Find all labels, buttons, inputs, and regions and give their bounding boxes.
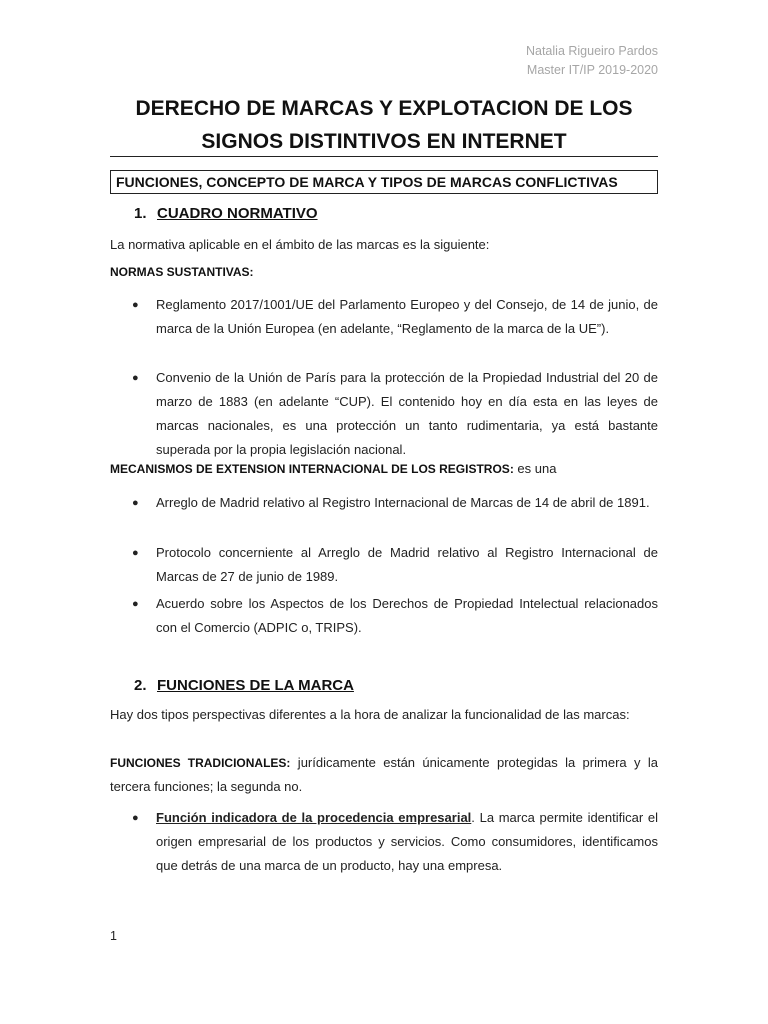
section-1-number: 1.	[134, 205, 147, 222]
mecanismos-item-1: Arreglo de Madrid relativo al Registro Internacional de Marcas de 14 de abril de 1891.	[156, 495, 650, 510]
course-label: Master IT/IP 2019-2020	[526, 63, 658, 77]
section-2-heading	[134, 677, 354, 694]
document-title	[110, 92, 658, 158]
bullet-icon: ●	[132, 598, 139, 610]
mecanismos-item-3: Acuerdo sobre los Aspectos de los Derechos de Propiedad Intelectual relacionados con el Comercio (ADPIC o, TRIPS).	[156, 596, 658, 635]
mecanismos-label-rest: es una	[513, 461, 557, 476]
page-number: 1	[110, 929, 117, 943]
bullet-icon: ●	[132, 372, 139, 384]
bullet-icon: ●	[132, 497, 139, 509]
title-divider	[110, 156, 658, 157]
normas-label: NORMAS SUSTANTIVAS:	[110, 265, 254, 279]
normas-item-1: Reglamento 2017/1001/UE del Parlamento Europeo y del Consejo, de 14 de junio, de marca de la Unión Europea (en adelante, “Reglamento de la marca de la UE”).	[156, 297, 658, 336]
section-1-title: CUADRO NORMATIVO	[157, 205, 318, 222]
funciones-tradicionales-label: FUNCIONES TRADICIONALES:	[110, 756, 291, 770]
bullet-icon: ●	[132, 547, 139, 559]
funcion-item-1	[156, 806, 658, 878]
boxed-heading: FUNCIONES, CONCEPTO DE MARCA Y TIPOS DE MARCAS CONFLICTIVAS	[110, 170, 658, 194]
section-1-heading	[134, 205, 318, 222]
funciones-tradicionales-paragraph	[110, 751, 658, 799]
normas-item-2: Convenio de la Unión de París para la protección de la Propiedad Industrial del 20 de marzo de 1883 (en adelante “CUP). El contenido hoy en día esta en las leyes de marcas nacionales, es una protección un tanto rudimentaria, ya está bastante superada por la propia legislación nacional.	[156, 370, 658, 457]
title-line-1: DERECHO DE MARCAS Y EXPLOTACION DE LOS	[135, 97, 633, 120]
funcion-item-1-text: . La marca permite identificar el origen empresarial de los productos y servicios. Como consumidores, identificamos que detrás de una marca de un producto, hay una empresa.	[156, 810, 659, 873]
mecanismos-label-bold: MECANISMOS DE EXTENSION INTERNACIONAL DE LOS REGISTROS:	[110, 462, 514, 476]
funcion-item-1-lead: Función indicadora de la procedencia empresarial	[156, 810, 472, 825]
bullet-icon: ●	[132, 812, 139, 824]
mecanismos-label	[110, 461, 556, 476]
page-header	[526, 42, 658, 80]
section-2-intro: Hay dos tipos perspectivas diferentes a la hora de analizar la funcionalidad de las marcas:	[110, 707, 630, 722]
section-1-intro: La normativa aplicable en el ámbito de las marcas es la siguiente:	[110, 237, 490, 252]
title-line-2: SIGNOS DISTINTIVOS EN INTERNET	[201, 130, 567, 153]
bullet-icon: ●	[132, 299, 139, 311]
section-2-number: 2.	[134, 677, 147, 694]
author-name: Natalia Rigueiro Pardos	[525, 44, 658, 58]
section-2-title: FUNCIONES DE LA MARCA	[157, 677, 354, 694]
funciones-tradicionales-text: jurídicamente están únicamente protegidas la primera y la tercera funciones; la segunda no.	[110, 755, 658, 794]
mecanismos-item-2: Protocolo concerniente al Arreglo de Madrid relativo al Registro Internacional de Marcas de 27 de junio de 1989.	[156, 545, 658, 584]
